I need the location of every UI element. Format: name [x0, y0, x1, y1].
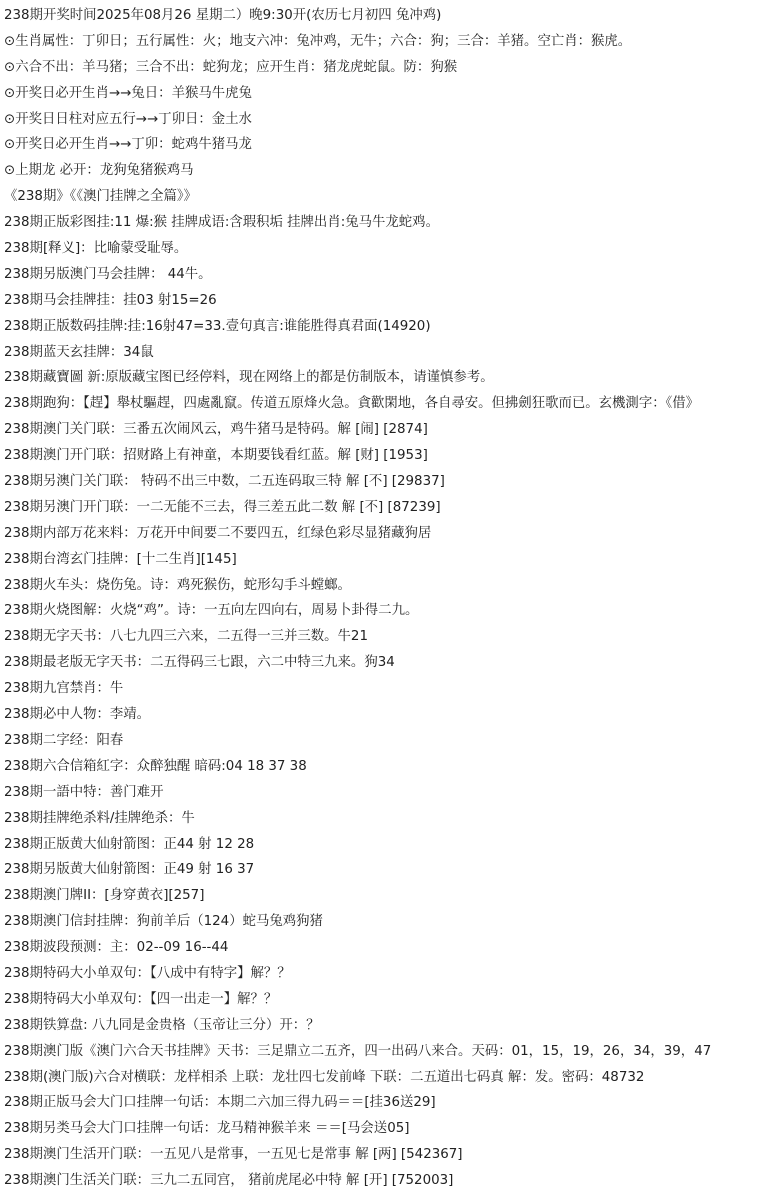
text-line: 238期正版彩图挂:11 爆:猴 挂牌成语:含瑕积垢 挂牌出肖:兔马牛龙蛇鸡。: [4, 215, 439, 231]
text-line: 238期另版黄大仙射箭图：正49 射 16 37: [4, 862, 255, 878]
text-line: 238期(澳门版)六合对横联：龙样相杀 上联：龙壮四七发前峰 下联：二五道出七码真 解：发。密码：48732: [4, 1069, 645, 1085]
text-line: 238期特码大小单双句：【八成中有特字】解？？: [4, 965, 291, 981]
text-line: 238期蓝天玄挂牌：34鼠: [4, 344, 154, 360]
text-line: 238期台湾玄门挂牌：[十二生肖][145]: [4, 551, 237, 567]
text-line: 238期无字天书：八七九四三六来，二五得一三并三数。牛21: [4, 629, 368, 645]
text-line: 238期挂牌绝杀料/挂牌绝杀：牛: [4, 810, 195, 826]
text-line: 238期火车头：烧伤兔。诗：鸡死猴伤，蛇形勾手斗螳螂。: [4, 577, 351, 593]
text-line: ⊙开奖日日柱对应五行→→丁卯日：金土水: [4, 111, 252, 127]
text-line: 238期特码大小单双句：【四一出走一】解？？: [4, 991, 278, 1007]
text-line: 238期另版澳门马会挂牌： 44牛。: [4, 266, 212, 282]
text-line: 238期波段预测：主：02--09 16--44: [4, 940, 229, 956]
text-line: ⊙上期龙 必开：龙狗兔猪猴鸡马: [4, 163, 194, 179]
text-line: 238期澳门关门联：三番五次闹风云，鸡牛猪马是特码。解 [闹] [2874]: [4, 422, 428, 438]
text-line: 《238期》《《澳门挂牌之全篇》》: [4, 189, 197, 205]
text-line: 238期澳门开门联：招财路上有神童，本期要钱看红蓝。解 [财] [1953]: [4, 448, 428, 464]
text-line: 238期六合信箱紅字：众醉独醒 暗码:04 18 37 38: [4, 758, 307, 774]
text-line: 238期另澳门开门联：一二无能不三去，得三差五此二数 解 [不] [87239]: [4, 499, 441, 515]
text-line: 238期澳门牌II：[身穿黄衣][257]: [4, 888, 205, 904]
text-line: 238期另类马会大门口挂牌一句话：龙马精神猴羊来 ＝＝[马会送05]: [4, 1121, 410, 1137]
text-line: 238期另澳门关门联： 特码不出三中数，二五连码取三特 解 [不] [29837]: [4, 474, 445, 490]
text-line: 238期澳门生活开门联：一五见八是常事，一五见七是常事 解 [两] [542367]: [4, 1147, 463, 1163]
text-line: 238期火烧图解：火烧“鸡”。诗：一五向左四向右，周易卜卦得二九。: [4, 603, 419, 619]
text-line: 238期内部万花来料：万花开中间要二不要四五，红绿色彩尽显猪藏狗居: [4, 525, 432, 541]
text-line: ⊙开奖日必开生肖→→兔日：羊猴马牛虎兔: [4, 85, 252, 101]
text-line: 238期澳门版《澳门六合天书挂牌》天书：三足鼎立二五齐，四一出码八来合。天码：01，15，19，26，34，39，47: [4, 1043, 712, 1059]
text-line: 238期九宫禁肖：牛: [4, 681, 124, 697]
text-line: 238期澳门信封挂牌：狗前羊后（124）蛇马兔鸡狗猪: [4, 914, 323, 930]
text-line: 238期正版黄大仙射箭图：正44 射 12 28: [4, 836, 255, 852]
text-line: 238期铁算盘: 八九同是金贵格（玉帝让三分）开：？: [4, 1017, 320, 1033]
text-line: 238期[释义]：比喻蒙受耻辱。: [4, 241, 188, 257]
text-line: ⊙生肖属性：丁卯日；五行属性：火；地支六冲：兔冲鸡，无牛；六合：狗；三合：羊猪。空亡肖：猴虎。: [4, 33, 632, 49]
text-line: 238期正版马会大门口挂牌一句话：本期二六加三得九码＝＝[挂36送29]: [4, 1095, 436, 1111]
text-line: 238期必中人物：李靖。: [4, 707, 151, 723]
text-line: 238期二字经：阳春: [4, 732, 124, 748]
text-line: ⊙开奖日必开生肖→→丁卯：蛇鸡牛猪马龙: [4, 137, 252, 153]
text-line: 238期开奖时间2025年08月26 星期二）晚9:30开(农历七月初四 兔冲鸡): [4, 8, 442, 23]
text-line: 238期最老版无字天书：二五得码三七跟，六二中特三九来。狗34: [4, 655, 395, 671]
text-line: 238期跑狗：【趕】舉杖驅趕，四處亂竄。传道五原烽火急。貪歡閑地，各自尋安。但拂劍狂歌而已。玄機測字：《借》: [4, 396, 700, 412]
text-line: 238期一語中特：善门难开: [4, 784, 164, 800]
text-line: 238期正版数码挂牌:挂:16射47=33.壹句真言:谁能胜得真君面(14920): [4, 318, 431, 334]
text-line: ⊙六合不出：羊马猪；三合不出：蛇狗龙；应开生肖：猪龙虎蛇鼠。防：狗猴: [4, 59, 458, 75]
text-line: 238期澳门生活关门联：三九二五同宫， 猪前虎尾必中特 解 [开] [752003]: [4, 1173, 454, 1189]
text-line: 238期藏寶圖 新:原版藏宝图已经停料，现在网络上的都是仿制版本，请谨慎参考。: [4, 370, 494, 386]
text-line: 238期马会挂牌挂：挂03 射15=26: [4, 292, 217, 308]
